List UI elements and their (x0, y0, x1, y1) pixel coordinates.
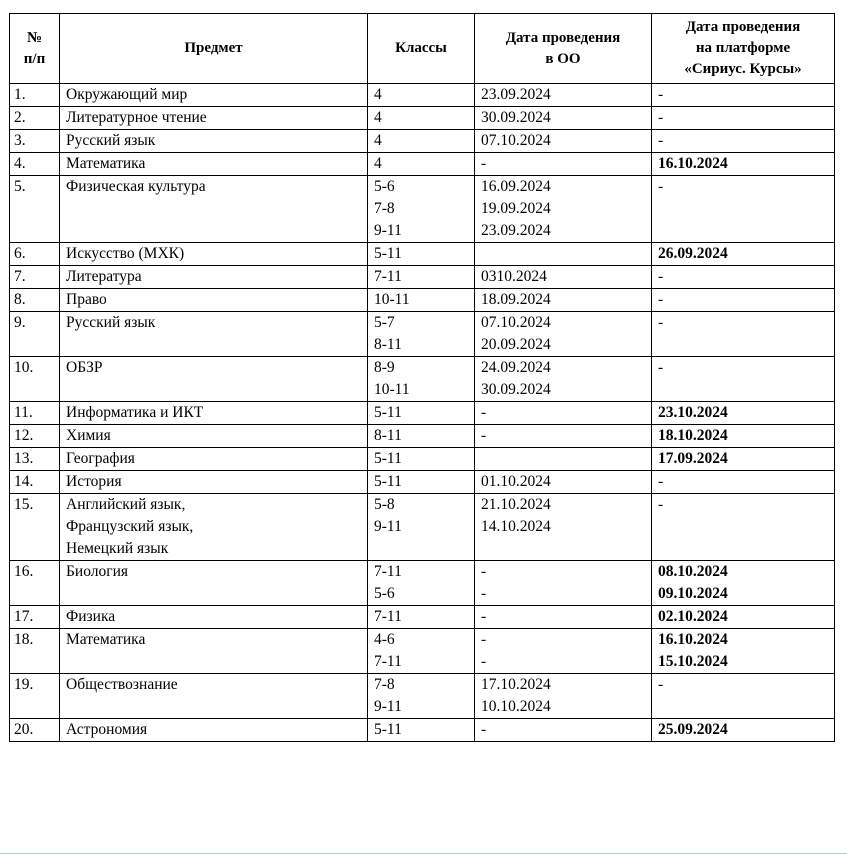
date-platform: 15.10.2024 (658, 653, 728, 670)
row-number: 11. (10, 402, 60, 425)
row-number: 13. (10, 448, 60, 471)
subject-name-cell (60, 719, 368, 742)
date-oo: 30.09.2024 (481, 381, 551, 398)
date-platform-cell (652, 312, 835, 357)
table-row (10, 402, 835, 425)
date-oo: 07.10.2024 (481, 314, 551, 331)
subject-name-cell (60, 312, 368, 357)
date-oo: 30.09.2024 (481, 109, 551, 126)
table-row (10, 243, 835, 266)
date-platform: 17.09.2024 (658, 450, 728, 467)
grade-range-cell (368, 107, 475, 130)
grade-range-cell (368, 84, 475, 107)
date-platform: 18.10.2024 (658, 427, 728, 444)
date-oo: - (481, 721, 487, 738)
date-platform-cell (652, 719, 835, 742)
row-number: 20. (10, 719, 60, 742)
date-oo: 16.09.2024 (481, 178, 551, 195)
date-platform-cell (652, 629, 835, 674)
subject-name-cell (60, 130, 368, 153)
grade-range: 9-11 (374, 222, 402, 239)
row-number: 15. (10, 494, 60, 561)
grade-range: 7-11 (374, 563, 402, 580)
date-oo: - (481, 585, 487, 602)
table-row (10, 674, 835, 719)
table-row (10, 266, 835, 289)
subject-name: Окружающий мир (66, 86, 188, 103)
date-oo: - (481, 631, 487, 648)
header-date-platform (652, 14, 835, 84)
grade-range-cell (368, 402, 475, 425)
date-platform-cell (652, 494, 835, 561)
subject-name: Английский язык, (66, 496, 186, 513)
date-platform: 16.10.2024 (658, 155, 728, 172)
subject-name: ОБЗР (66, 359, 103, 376)
date-oo-cell (475, 107, 652, 130)
subject-name: Немецкий язык (66, 540, 169, 557)
grade-range: 5-8 (374, 496, 395, 513)
subject-name-cell (60, 674, 368, 719)
grade-range-cell (368, 266, 475, 289)
date-platform-cell (652, 561, 835, 606)
grade-range-cell (368, 719, 475, 742)
row-number: 2. (10, 107, 60, 130)
date-platform-cell (652, 471, 835, 494)
date-platform-cell (652, 84, 835, 107)
row-number: 3. (10, 130, 60, 153)
subject-name-cell (60, 176, 368, 243)
header-date-platform-line: на платформе (695, 40, 791, 56)
date-platform: - (658, 473, 664, 490)
grade-range: 4 (374, 155, 382, 172)
date-oo: 14.10.2024 (481, 518, 551, 535)
grade-range: 5-6 (374, 178, 395, 195)
date-oo-cell (475, 606, 652, 629)
grade-range-cell (368, 425, 475, 448)
date-platform: - (658, 676, 664, 693)
header-row (10, 14, 835, 84)
subject-name: История (66, 473, 122, 490)
grade-range: 10-11 (374, 381, 410, 398)
header-num (10, 14, 60, 84)
page-bottom-divider (0, 853, 847, 854)
date-oo-cell (475, 561, 652, 606)
date-oo-cell (475, 494, 652, 561)
grade-range-cell (368, 289, 475, 312)
grade-range: 5-11 (374, 245, 402, 262)
subject-name-cell (60, 606, 368, 629)
grade-range: 7-11 (374, 608, 402, 625)
subject-name-cell (60, 84, 368, 107)
date-platform: 16.10.2024 (658, 631, 728, 648)
header-subject: Предмет (60, 14, 368, 84)
table-row (10, 494, 835, 561)
grade-range-cell (368, 312, 475, 357)
subject-name: Обществознание (66, 676, 178, 693)
subject-name-cell (60, 357, 368, 402)
row-number: 7. (10, 266, 60, 289)
row-number: 18. (10, 629, 60, 674)
date-platform-cell (652, 266, 835, 289)
table-row (10, 719, 835, 742)
date-oo-cell (475, 176, 652, 243)
table-row (10, 629, 835, 674)
date-oo: 21.10.2024 (481, 496, 551, 513)
grade-range-cell (368, 674, 475, 719)
grade-range-cell (368, 448, 475, 471)
grade-range: 8-11 (374, 336, 402, 353)
date-platform-cell (652, 243, 835, 266)
date-oo: - (481, 653, 487, 670)
row-number: 14. (10, 471, 60, 494)
grade-range: 5-6 (374, 585, 395, 602)
grade-range: 9-11 (374, 698, 402, 715)
subject-name: Литература (66, 268, 142, 285)
row-number: 6. (10, 243, 60, 266)
header-grades: Классы (368, 14, 475, 84)
date-oo-cell (475, 674, 652, 719)
grade-range: 4 (374, 86, 382, 103)
date-oo: 19.09.2024 (481, 200, 551, 217)
date-platform-cell (652, 130, 835, 153)
subject-name: Физика (66, 608, 116, 625)
date-platform-cell (652, 674, 835, 719)
date-oo: 20.09.2024 (481, 336, 551, 353)
grade-range: 7-8 (374, 200, 395, 217)
date-oo: 18.09.2024 (481, 291, 551, 308)
date-oo-cell (475, 471, 652, 494)
table-body (10, 84, 835, 742)
date-platform: - (658, 178, 664, 195)
row-number: 5. (10, 176, 60, 243)
grade-range-cell (368, 471, 475, 494)
table-row (10, 289, 835, 312)
table-row (10, 357, 835, 402)
subject-name-cell (60, 153, 368, 176)
table-row (10, 448, 835, 471)
date-oo-cell (475, 629, 652, 674)
date-oo: - (481, 404, 487, 421)
header-date-oo-line: в ОО (545, 50, 581, 67)
date-platform: - (658, 86, 664, 103)
date-oo-cell (475, 425, 652, 448)
date-oo: - (481, 563, 487, 580)
subject-name-cell (60, 243, 368, 266)
table-row (10, 606, 835, 629)
date-platform: 02.10.2024 (658, 608, 728, 625)
row-number: 1. (10, 84, 60, 107)
date-platform-cell (652, 425, 835, 448)
date-platform-cell (652, 448, 835, 471)
subject-name-cell (60, 629, 368, 674)
table-row (10, 471, 835, 494)
date-oo-cell (475, 289, 652, 312)
grade-range: 5-7 (374, 314, 395, 331)
date-oo: 10.10.2024 (481, 698, 551, 715)
row-number: 19. (10, 674, 60, 719)
subject-name-cell (60, 425, 368, 448)
table-row (10, 153, 835, 176)
grade-range-cell (368, 561, 475, 606)
subject-name-cell (60, 494, 368, 561)
subject-name-cell (60, 107, 368, 130)
date-oo-cell (475, 130, 652, 153)
date-oo-cell (475, 402, 652, 425)
table-row (10, 425, 835, 448)
table-row (10, 107, 835, 130)
date-oo: 24.09.2024 (481, 359, 551, 376)
header-num-line: № (26, 29, 43, 46)
subject-name: Информатика и ИКТ (66, 404, 204, 421)
date-platform: 26.09.2024 (658, 245, 728, 262)
date-platform-cell (652, 153, 835, 176)
date-platform: - (658, 314, 664, 331)
table-row (10, 312, 835, 357)
date-oo-cell (475, 448, 652, 471)
subject-name-cell (60, 289, 368, 312)
grade-range-cell (368, 130, 475, 153)
subject-name: Право (66, 291, 107, 308)
grade-range: 9-11 (374, 518, 402, 535)
grade-range-cell (368, 243, 475, 266)
grade-range-cell (368, 176, 475, 243)
date-platform-cell (652, 176, 835, 243)
row-number: 8. (10, 289, 60, 312)
subject-name: Математика (66, 155, 146, 172)
subject-name: Искусство (МХК) (66, 245, 185, 262)
grade-range-cell (368, 494, 475, 561)
date-oo: - (481, 427, 487, 444)
date-platform: 08.10.2024 (658, 563, 728, 580)
table-row (10, 176, 835, 243)
grade-range: 7-11 (374, 653, 402, 670)
date-oo-cell (475, 719, 652, 742)
row-number: 17. (10, 606, 60, 629)
table-row (10, 130, 835, 153)
date-oo: - (481, 155, 487, 172)
header-num-line: п/п (23, 50, 46, 67)
grade-range: 5-11 (374, 721, 402, 738)
table-header (10, 14, 835, 84)
date-oo: 0310.2024 (481, 268, 547, 285)
grade-range: 8-11 (374, 427, 402, 444)
subject-name: Литературное чтение (66, 109, 207, 126)
date-oo-cell (475, 266, 652, 289)
row-number: 12. (10, 425, 60, 448)
subject-name: Математика (66, 631, 146, 648)
grade-range-cell (368, 629, 475, 674)
subject-name: География (66, 450, 135, 467)
subject-name-cell (60, 561, 368, 606)
table-row (10, 84, 835, 107)
date-oo-cell (475, 153, 652, 176)
grade-range-cell (368, 153, 475, 176)
subject-name-cell (60, 471, 368, 494)
subject-name: Биология (66, 563, 129, 580)
grade-range: 5-11 (374, 404, 402, 421)
subject-name: Астрономия (66, 721, 148, 738)
grade-range: 4 (374, 132, 382, 149)
header-date-platform-line: «Сириус. Курсы» (684, 61, 802, 77)
row-number: 10. (10, 357, 60, 402)
grade-range: 7-11 (374, 268, 402, 285)
subject-name: Химия (66, 427, 111, 444)
grade-range: 4-6 (374, 631, 395, 648)
date-platform: 23.10.2024 (658, 404, 728, 421)
date-platform: - (658, 109, 664, 126)
date-oo-cell (475, 312, 652, 357)
date-oo: 23.09.2024 (481, 222, 551, 239)
header-date-oo (475, 14, 652, 84)
subject-name: Русский язык (66, 132, 156, 149)
date-oo-cell (475, 357, 652, 402)
date-platform-cell (652, 606, 835, 629)
row-number: 16. (10, 561, 60, 606)
date-platform: - (658, 132, 664, 149)
date-oo-cell (475, 243, 652, 266)
date-oo-cell (475, 84, 652, 107)
grade-range: 8-9 (374, 359, 395, 376)
date-platform: - (658, 496, 664, 513)
subject-name-cell (60, 448, 368, 471)
date-platform-cell (652, 402, 835, 425)
date-platform-cell (652, 357, 835, 402)
date-platform: - (658, 291, 664, 308)
date-platform-cell (652, 107, 835, 130)
date-oo: 01.10.2024 (481, 473, 551, 490)
grade-range-cell (368, 606, 475, 629)
schedule-table (9, 13, 835, 742)
date-platform: - (658, 268, 664, 285)
date-platform: 25.09.2024 (658, 721, 728, 738)
subject-name-cell (60, 402, 368, 425)
date-oo: 07.10.2024 (481, 132, 551, 149)
date-oo: 23.09.2024 (481, 86, 551, 103)
grade-range: 10-11 (374, 291, 410, 308)
row-number: 4. (10, 153, 60, 176)
subject-name-cell (60, 266, 368, 289)
subject-name: Русский язык (66, 314, 156, 331)
header-date-platform-line: Дата проведения (685, 19, 801, 35)
grade-range: 5-11 (374, 450, 402, 467)
header-date-oo-line: Дата проведения (505, 29, 621, 46)
date-oo: 17.10.2024 (481, 676, 551, 693)
date-platform-cell (652, 289, 835, 312)
grade-range: 4 (374, 109, 382, 126)
date-platform: - (658, 359, 664, 376)
subject-name: Физическая культура (66, 178, 206, 195)
grade-range: 7-8 (374, 676, 395, 693)
row-number: 9. (10, 312, 60, 357)
date-platform: 09.10.2024 (658, 585, 728, 602)
grade-range: 5-11 (374, 473, 402, 490)
date-oo: - (481, 608, 487, 625)
table-row (10, 561, 835, 606)
grade-range-cell (368, 357, 475, 402)
subject-name: Французский язык, (66, 518, 194, 535)
